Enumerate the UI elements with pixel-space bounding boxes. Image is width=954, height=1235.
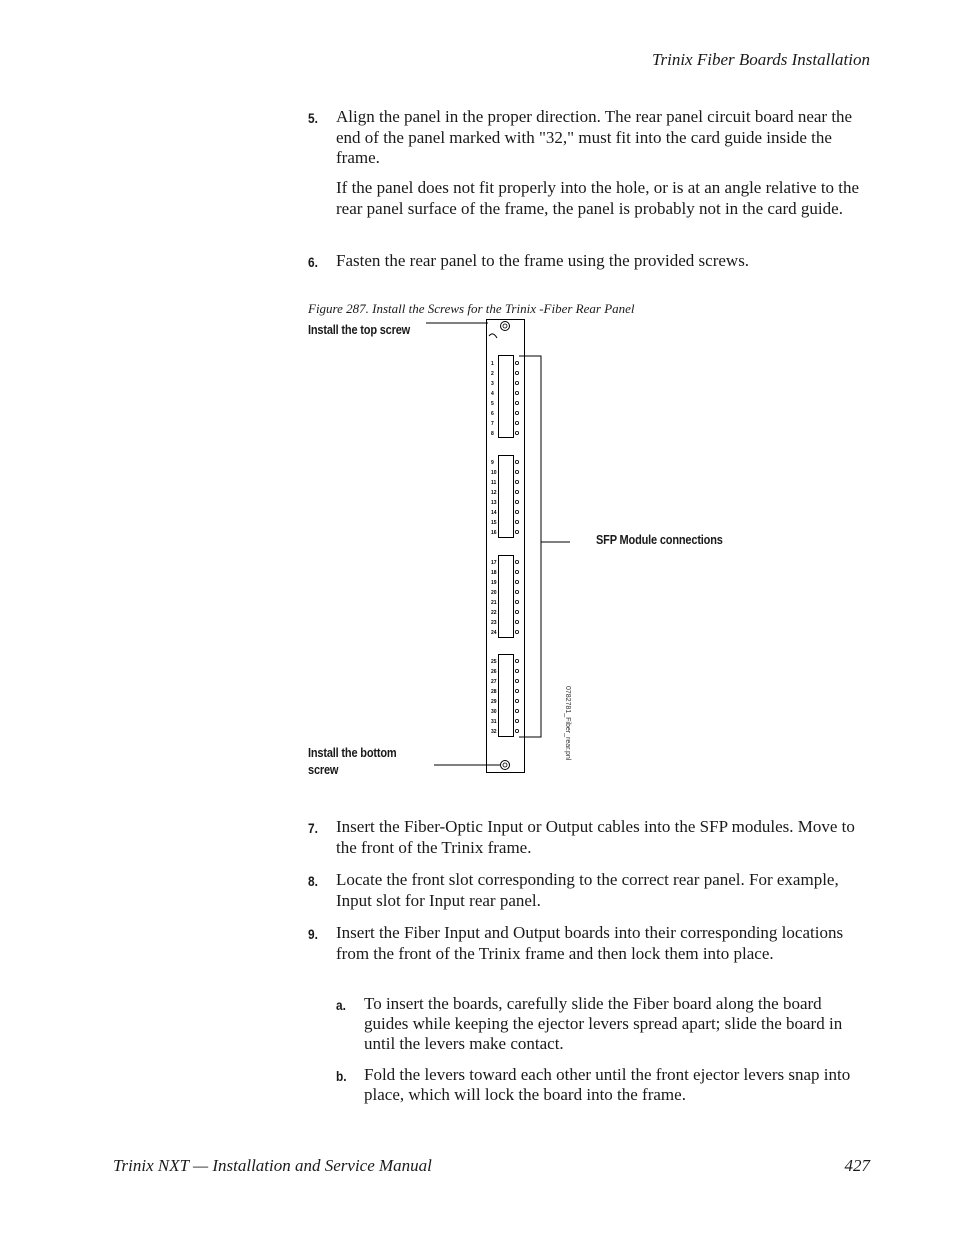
step-number: 7.	[308, 820, 318, 836]
bottom-screw-icon	[501, 761, 510, 770]
sfp-port-icon	[515, 620, 518, 623]
port-number-label: 7	[491, 421, 494, 427]
sfp-port-icon	[515, 630, 518, 633]
sfp-port-icon	[515, 679, 518, 682]
step-5-note: If the panel does not fit properly into the hole, or is at an angle relative to the rear panel surface of the frame, the panel is probably not in the card guide.	[336, 178, 860, 218]
step-7	[308, 817, 870, 858]
sfp-port-icon	[515, 500, 518, 503]
sfp-port-icon	[515, 510, 518, 513]
step-9a	[336, 994, 870, 1054]
sfp-port-icon	[515, 391, 518, 394]
sfp-port-icon	[515, 719, 518, 722]
port-number-label: 23	[491, 620, 497, 626]
sfp-port-icon	[515, 590, 518, 593]
top-screw-icon	[501, 322, 510, 331]
sfp-port-icon	[515, 530, 518, 533]
step-9b	[336, 1065, 870, 1105]
port-number-label: 11	[491, 480, 497, 486]
bottom-screw-label-line2: screw	[308, 763, 339, 777]
port-markers	[491, 361, 519, 735]
sfp-port-icon	[515, 381, 518, 384]
sfp-port-icon	[515, 560, 518, 563]
sfp-block-4	[499, 655, 514, 737]
sfp-port-icon	[515, 729, 518, 732]
sfp-port-icon	[515, 610, 518, 613]
port-number-label: 21	[491, 600, 497, 606]
port-number-label: 19	[491, 580, 497, 586]
step-text: Fasten the rear panel to the frame using the provided screws.	[336, 251, 750, 270]
sfp-port-icon	[515, 361, 518, 364]
running-header: Trinix Fiber Boards Installation	[651, 50, 870, 69]
step-number: 9.	[308, 926, 318, 942]
sfp-port-icon	[515, 580, 518, 583]
port-number-label: 10	[491, 470, 497, 476]
port-number-label: 26	[491, 669, 497, 675]
port-number-label: 1	[491, 361, 494, 367]
substep-text: Fold the levers toward each other until the front ejector levers snap into place, which will lock the board into the frame.	[364, 1065, 851, 1104]
sfp-bracket	[519, 356, 541, 737]
substep-letter: a.	[336, 997, 346, 1013]
page-number: 427	[844, 1156, 870, 1175]
sfp-port-icon	[515, 480, 518, 483]
port-number-label: 9	[491, 460, 494, 466]
sfp-port-icon	[515, 490, 518, 493]
port-number-label: 30	[491, 709, 497, 715]
port-number-label: 31	[491, 719, 497, 725]
port-number-label: 17	[491, 560, 497, 566]
step-text: Locate the front slot corresponding to the correct rear panel. For example, Input slot for Input rear panel.	[336, 870, 839, 910]
figure-file-id: 0782781_Fiber_rear.pnl	[564, 686, 571, 761]
sfp-connections-label: SFP Module connections	[596, 533, 723, 547]
sfp-port-icon	[515, 431, 518, 434]
sfp-port-icon	[515, 371, 518, 374]
sfp-port-icon	[515, 659, 518, 662]
port-number-label: 13	[491, 500, 497, 506]
sfp-block-2	[499, 456, 514, 538]
port-number-label: 5	[491, 401, 494, 407]
port-number-label: 20	[491, 590, 497, 596]
sfp-port-icon	[515, 401, 518, 404]
port-number-label: 3	[491, 381, 494, 387]
sfp-port-icon	[515, 600, 518, 603]
port-number-label: 8	[491, 431, 494, 437]
substep-letter: b.	[336, 1068, 347, 1084]
port-number-label: 18	[491, 570, 497, 576]
footer-manual-title: Trinix NXT — Installation and Service Manual	[113, 1156, 432, 1175]
port-number-label: 29	[491, 699, 497, 705]
port-number-label: 22	[491, 610, 497, 616]
figure-caption: Figure 287. Install the Screws for the Trinix -Fiber Rear Panel	[308, 301, 635, 316]
port-number-label: 2	[491, 371, 494, 377]
port-number-label: 24	[491, 630, 497, 636]
port-number-label: 12	[491, 490, 497, 496]
port-number-label: 16	[491, 530, 497, 536]
sfp-port-icon	[515, 421, 518, 424]
sfp-block-1	[499, 356, 514, 438]
step-text: Insert the Fiber Input and Output boards into their corresponding locations from the front of the Trinix frame and then lock them into place.	[336, 923, 844, 963]
bottom-screw-label-line1: Install the bottom	[308, 746, 397, 760]
top-screw-arrow-icon	[489, 334, 497, 338]
sfp-port-icon	[515, 470, 518, 473]
sfp-port-icon	[515, 689, 518, 692]
port-number-label: 15	[491, 520, 497, 526]
port-number-label: 32	[491, 729, 497, 735]
port-number-label: 14	[491, 510, 497, 516]
sfp-port-icon	[515, 411, 518, 414]
substep-text: To insert the boards, carefully slide the Fiber board along the board guides while keeping the ejector levers spread apart; slide the board in until the levers make contact.	[364, 994, 843, 1053]
sfp-block-3	[499, 556, 514, 638]
step-9	[308, 923, 870, 964]
step-text: Align the panel in the proper direction. The rear panel circuit board near the end of the panel marked with "32," must fit into the card guide inside the frame.	[336, 107, 853, 167]
port-number-label: 28	[491, 689, 497, 695]
port-number-label: 6	[491, 411, 494, 417]
port-number-label: 4	[491, 391, 494, 397]
sfp-port-icon	[515, 520, 518, 523]
port-number-label: 25	[491, 659, 497, 665]
step-number: 5.	[308, 110, 318, 126]
step-text: Insert the Fiber-Optic Input or Output cables into the SFP modules. Move to the front of the Trinix frame.	[336, 817, 855, 857]
step-8	[308, 870, 870, 911]
step-number: 8.	[308, 873, 318, 889]
sfp-port-icon	[515, 570, 518, 573]
sfp-port-icon	[515, 669, 518, 672]
step-number: 6.	[308, 254, 318, 270]
top-screw-label: Install the top screw	[308, 323, 411, 337]
port-number-label: 27	[491, 679, 497, 685]
sfp-port-icon	[515, 460, 518, 463]
sfp-port-icon	[515, 709, 518, 712]
sfp-port-icon	[515, 699, 518, 702]
